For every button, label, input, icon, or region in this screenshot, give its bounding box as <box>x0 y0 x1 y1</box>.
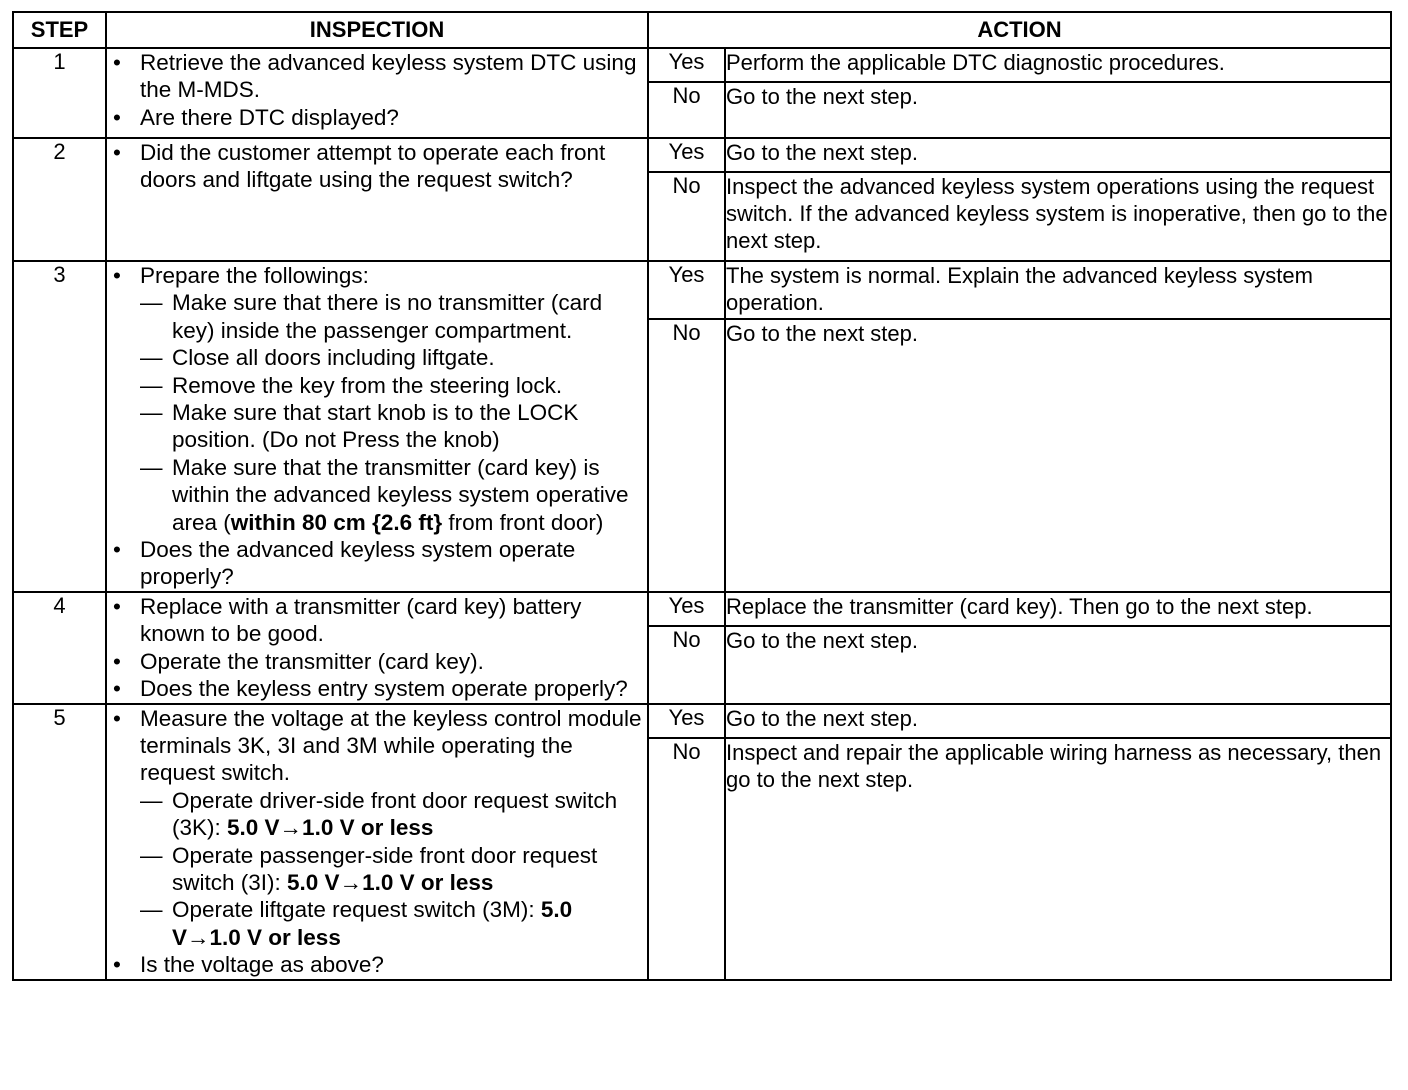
step-5-yes-row <box>13 704 1391 738</box>
inspection-bullet: • Operate the transmitter (card key). <box>107 648 647 675</box>
inspection-dash <box>140 454 647 536</box>
inspection-dash: — Remove the key from the steering lock. <box>140 372 647 399</box>
sub-list <box>140 289 647 536</box>
inspection-cell <box>106 592 648 704</box>
dash-spec: 5.0 V→1.0 V or less <box>227 815 434 841</box>
header-action: ACTION <box>648 12 1391 48</box>
inspection-cell <box>106 138 648 261</box>
no-label: No <box>648 626 725 704</box>
step-number: 5 <box>13 704 106 980</box>
yes-action: Go to the next step. <box>725 138 1391 172</box>
no-label: No <box>648 172 725 261</box>
sub-list <box>140 787 647 951</box>
inspection-bullet <box>107 262 647 536</box>
dash-text: Operate liftgate request switch (3M): <box>172 897 541 923</box>
dash-text: Make sure that the transmitter (card key) is within the advanced keyless system operative area ( <box>172 454 629 535</box>
yes-action: Go to the next step. <box>725 704 1391 738</box>
no-action: Inspect the advanced keyless system operations using the request switch. If the advanced keyless system is inoperative, then go to the next step. <box>725 172 1391 261</box>
yes-action: Perform the applicable DTC diagnostic procedures. <box>725 48 1391 82</box>
step-1-yes-row <box>13 48 1391 82</box>
yes-action: The system is normal. Explain the advanced keyless system operation. <box>725 261 1391 319</box>
header-step: STEP <box>13 12 106 48</box>
no-label: No <box>648 738 725 980</box>
inspection-intro: Measure the voltage at the keyless control module terminals 3K, 3I and 3M while operating the request switch. <box>140 705 642 786</box>
inspection-dash <box>140 842 647 897</box>
dash-spec: 5.0 V→1.0 V or less <box>172 897 573 950</box>
inspection-cell <box>106 704 648 980</box>
yes-label: Yes <box>648 592 725 626</box>
diagnostic-table <box>12 11 1392 981</box>
step-number: 4 <box>13 592 106 704</box>
step-4-yes-row <box>13 592 1391 626</box>
no-label: No <box>648 82 725 138</box>
dash-spec: 5.0 V→1.0 V or less <box>287 869 494 895</box>
yes-label: Yes <box>648 138 725 172</box>
inspection-bullet: • Does the advanced keyless system operate properly? <box>107 536 647 591</box>
inspection-dash: — Make sure that start knob is to the LOCK position. (Do not Press the knob) <box>140 399 647 454</box>
inspection-intro: Prepare the followings: <box>140 263 369 288</box>
inspection-dash: — Make sure that there is no transmitter (card key) inside the passenger compartment. <box>140 289 647 344</box>
step-number: 1 <box>13 48 106 138</box>
inspection-bullet: • Is the voltage as above? <box>107 951 647 978</box>
dash-spec: within 80 cm {2.6 ft} <box>230 509 443 535</box>
step-2-yes-row <box>13 138 1391 172</box>
no-label: No <box>648 319 725 592</box>
inspection-dash <box>140 896 647 951</box>
no-action: Inspect and repair the applicable wiring harness as necessary, then go to the next step. <box>725 738 1391 980</box>
inspection-bullet: • Did the customer attempt to operate each front doors and liftgate using the request switch? <box>107 139 647 194</box>
no-action: Go to the next step. <box>725 82 1391 138</box>
header-inspection: INSPECTION <box>106 12 648 48</box>
step-number: 3 <box>13 261 106 592</box>
inspection-bullet: • Retrieve the advanced keyless system DTC using the M-MDS. <box>107 49 647 104</box>
yes-action: Replace the transmitter (card key). Then go to the next step. <box>725 592 1391 626</box>
inspection-cell <box>106 261 648 592</box>
yes-label: Yes <box>648 48 725 82</box>
no-action: Go to the next step. <box>725 626 1391 704</box>
inspection-bullet: • Are there DTC displayed? <box>107 104 647 131</box>
inspection-cell <box>106 48 648 138</box>
step-3-yes-row <box>13 261 1391 319</box>
dash-text: Operate driver-side front door request switch (3K): <box>172 787 618 841</box>
dash-text: from front door) <box>442 509 604 535</box>
yes-label: Yes <box>648 704 725 738</box>
step-number: 2 <box>13 138 106 261</box>
yes-label: Yes <box>648 261 725 319</box>
inspection-dash: — Close all doors including liftgate. <box>140 344 647 371</box>
dash-text: Operate passenger-side front door request switch (3I): <box>172 842 598 895</box>
inspection-dash <box>140 787 647 842</box>
inspection-bullet <box>107 705 647 952</box>
inspection-bullet: • Replace with a transmitter (card key) battery known to be good. <box>107 593 647 648</box>
header-row <box>13 12 1391 48</box>
inspection-bullet: • Does the keyless entry system operate properly? <box>107 675 647 702</box>
no-action: Go to the next step. <box>725 319 1391 592</box>
